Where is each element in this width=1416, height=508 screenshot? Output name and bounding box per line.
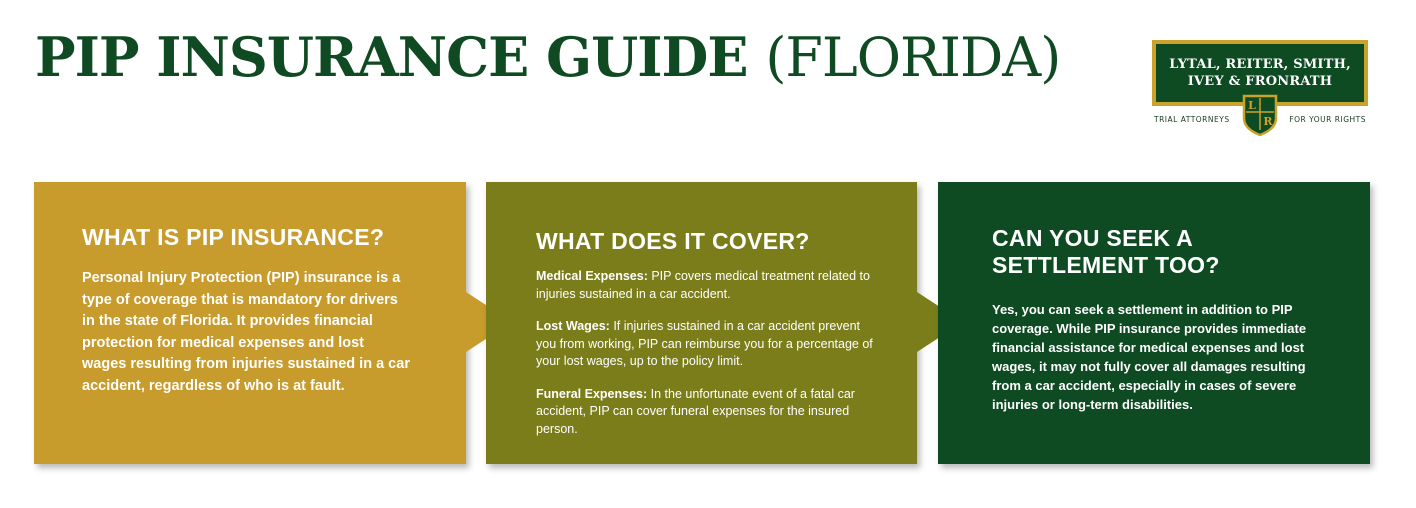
card-body: Yes, you can seek a settlement in addition to PIP coverage. While PIP insurance provides immediate financial assistance for medical expenses and lost wages, it may not fully cover all damages resulting from a car accident, especially in cases of severe injuries or long-term disabilities. [992, 302, 1307, 412]
coverage-label: Medical Expenses: [536, 269, 648, 283]
firm-logo[interactable] [1152, 40, 1368, 140]
tagline-left: TRIAL ATTORNEYS [1154, 115, 1230, 124]
coverage-text: If injuries sustained in a car accident prevent you from working, PIP can reimburse you for a percentage of your lost wages, up to the policy limit. [536, 319, 873, 368]
logo-tagline [1152, 99, 1368, 140]
title-sub: (FLORIDA) [765, 26, 1061, 89]
card-body: Personal Injury Protection (PIP) insurance is a type of coverage that is mandatory for drivers in the state of Florida. It provides financial protection for medical expenses and lost wages resulting from injuries sustained in a car accident, regardless of who is at fault. [82, 270, 410, 394]
title-main: PIP INSURANCE GUIDE [35, 25, 748, 89]
coverage-item-medical [536, 268, 876, 303]
logo-line-2: IVEY & FRONRATH [1187, 74, 1333, 89]
card-what-does-it-cover [486, 182, 917, 464]
shield-monogram-icon [1241, 94, 1279, 136]
coverage-label: Lost Wages: [536, 319, 610, 333]
coverage-text: In the unfortunate event of a fatal car accident, PIP can cover funeral expenses for the insured person. [536, 386, 855, 436]
coverage-item-funeral [536, 386, 876, 439]
card-heading: WHAT IS PIP INSURANCE? [82, 224, 385, 250]
card-what-is-pip [34, 182, 466, 464]
coverage-text: PIP covers medical treatment related to injuries sustained in a car accident. [536, 269, 870, 301]
logo-line-1: LYTAL, REITER, SMITH, [1169, 57, 1351, 72]
card-heading: CAN YOU SEEK A SETTLEMENT TOO? [992, 225, 1220, 278]
coverage-item-lost-wages [536, 318, 876, 371]
page-title [35, 25, 1061, 89]
card-heading: WHAT DOES IT COVER? [536, 228, 810, 254]
monogram-r: R [1263, 115, 1273, 128]
card-settlement [938, 182, 1370, 464]
monogram-l: L [1248, 99, 1256, 112]
tagline-right: FOR YOUR RIGHTS [1289, 115, 1366, 124]
coverage-list [536, 268, 876, 453]
coverage-label: Funeral Expenses: [536, 386, 648, 401]
